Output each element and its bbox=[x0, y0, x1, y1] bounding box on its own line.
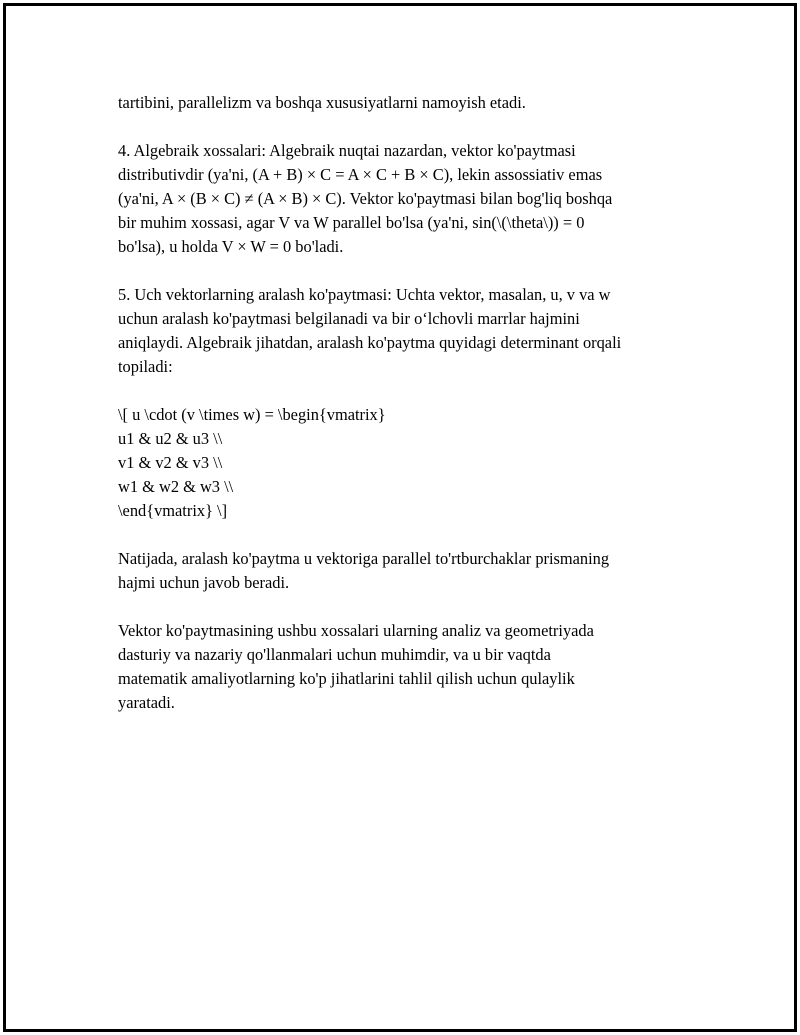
text-line: Vektor ko'paytmasining ushbu xossalari ularning analiz va geometriyada bbox=[118, 621, 594, 640]
text-line: bo'lsa), u holda V × W = 0 bo'ladi. bbox=[118, 237, 344, 256]
text-line: tartibini, parallelizm va boshqa xususiyatlarni namoyish etadi. bbox=[118, 93, 526, 112]
formula-line: u1 & u2 & u3 \\ bbox=[118, 429, 223, 448]
text-line: 4. Algebraik xossalari: Algebraik nuqtai nazardan, vektor ko'paytmasi bbox=[118, 141, 576, 160]
formula-line: \end{vmatrix} \] bbox=[118, 501, 228, 520]
text-line: 5. Uch vektorlarning aralash ko'paytmasi: Uchta vektor, masalan, u, v va w bbox=[118, 285, 611, 304]
text-line: hajmi uchun javob beradi. bbox=[118, 573, 290, 592]
text-line: topiladi: bbox=[118, 357, 173, 376]
text-line: yaratadi. bbox=[118, 693, 175, 712]
paragraph-algebraic-properties bbox=[118, 139, 698, 259]
document-body bbox=[118, 91, 698, 739]
formula-line: w1 & w2 & w3 \\ bbox=[118, 477, 234, 496]
paragraph-result bbox=[118, 547, 698, 595]
formula-line: v1 & v2 & v3 \\ bbox=[118, 453, 223, 472]
text-line: uchun aralash ko'paytmasi belgilanadi va bir o‘lchovli marrlar hajmini bbox=[118, 309, 580, 328]
text-line: Natijada, aralash ko'paytma u vektoriga parallel to'rtburchaklar prismaning bbox=[118, 549, 610, 568]
text-line: bir muhim xossasi, agar V va W parallel bo'lsa (ya'ni, sin(\(\theta\)) = 0 bbox=[118, 213, 585, 232]
text-line: distributivdir (ya'ni, (A + B) × C = A × C + B × C), lekin assossiativ emas bbox=[118, 165, 603, 184]
text-line: (ya'ni, A × (B × C) ≠ (A × B) × C). Vektor ko'paytmasi bilan bog'liq boshqa bbox=[118, 189, 613, 208]
text-line: dasturiy va nazariy qo'llanmalari uchun muhimdir, va u bir vaqtda bbox=[118, 645, 551, 664]
text-line: matematik amaliyotlarning ko'p jihatlarini tahlil qilish uchun qulaylik bbox=[118, 669, 575, 688]
paragraph-conclusion bbox=[118, 619, 698, 715]
formula-line: \[ u \cdot (v \times w) = \begin{vmatrix} bbox=[118, 405, 386, 424]
paragraph-intro-continuation bbox=[118, 91, 698, 115]
text-line: aniqlaydi. Algebraik jihatdan, aralash ko'paytma quyidagi determinant orqali bbox=[118, 333, 622, 352]
paragraph-mixed-product bbox=[118, 283, 698, 379]
paragraph-determinant-formula bbox=[118, 403, 698, 523]
